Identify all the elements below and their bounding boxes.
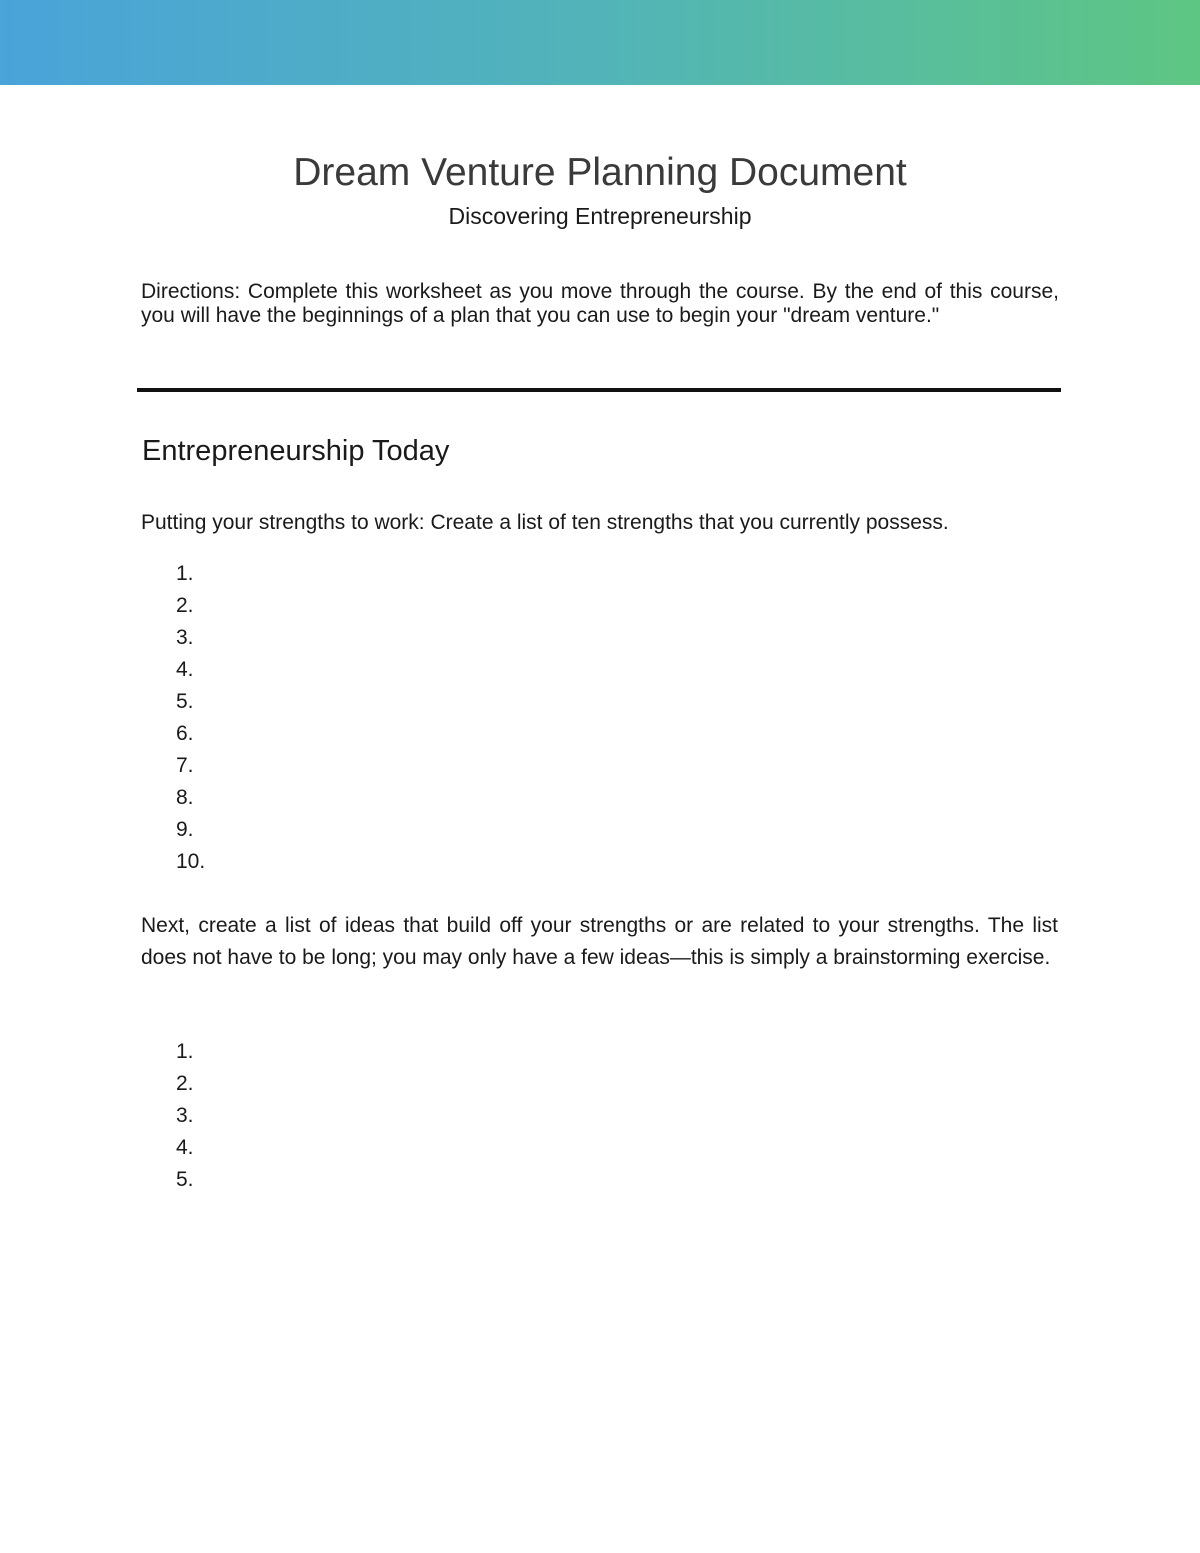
list-item: 1. bbox=[176, 1040, 194, 1063]
list-item: 1. bbox=[176, 562, 194, 585]
list-item: 6. bbox=[176, 722, 194, 745]
list-item: 9. bbox=[176, 818, 194, 841]
list-item: 5. bbox=[176, 690, 194, 713]
ideas-list bbox=[176, 1036, 194, 1196]
directions-text: Directions: Complete this worksheet as you move through the course. By the end of this course, you will have the beginnings of a plan that you can use to begin your "dream venture." bbox=[141, 280, 1059, 327]
strengths-list bbox=[176, 558, 205, 878]
list-item: 4. bbox=[176, 1136, 194, 1159]
list-item: 4. bbox=[176, 658, 194, 681]
section-heading: Entrepreneurship Today bbox=[142, 435, 450, 467]
list-item: 10. bbox=[176, 850, 206, 873]
section-divider bbox=[137, 388, 1061, 392]
document-title: Dream Venture Planning Document bbox=[293, 151, 907, 194]
list-item: 7. bbox=[176, 754, 194, 777]
list-item: 3. bbox=[176, 626, 194, 649]
top-banner bbox=[0, 0, 1200, 85]
ideas-prompt: Next, create a list of ideas that build off your strengths or are related to your strengths. The list does not have to be long; you may only have a few ideas—this is simply a brainstorming exercise. bbox=[141, 914, 1058, 969]
list-item: 5. bbox=[176, 1168, 194, 1191]
list-item: 8. bbox=[176, 786, 194, 809]
list-item: 2. bbox=[176, 594, 194, 617]
document-subtitle: Discovering Entrepreneurship bbox=[448, 203, 752, 229]
list-item: 3. bbox=[176, 1104, 194, 1127]
list-item: 2. bbox=[176, 1072, 194, 1095]
strengths-prompt: Putting your strengths to work: Create a list of ten strengths that you currently possess. bbox=[141, 511, 949, 534]
